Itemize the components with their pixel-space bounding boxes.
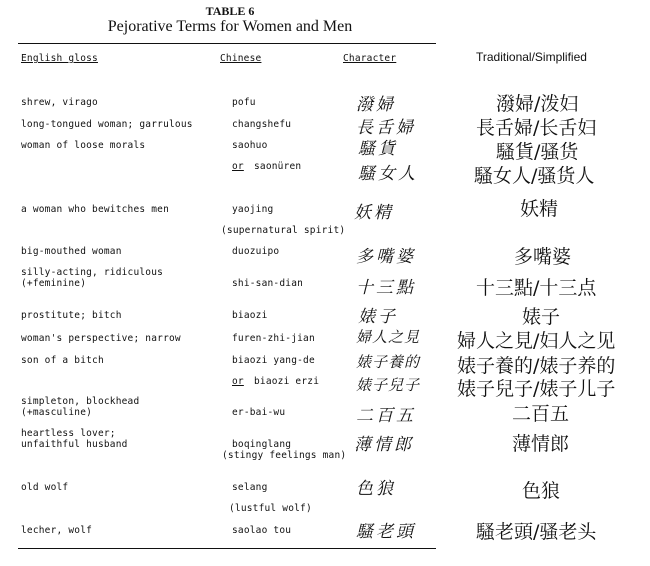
- traditional-simplified-cell: 騷女人/骚货人: [474, 165, 595, 187]
- or-connector: or: [232, 376, 244, 387]
- gloss-cell-line2: (+masculine): [21, 407, 93, 418]
- gloss-cell: woman of loose morals: [21, 140, 146, 151]
- traditional-simplified-cell: 薄情郎: [512, 433, 570, 455]
- character-cell: 婦人之見: [356, 328, 421, 346]
- character-cell: 騷貨: [358, 139, 398, 159]
- traditional-simplified-cell: 十三點/十三点: [476, 277, 597, 299]
- chinese-cell: biaozi yang-de: [232, 355, 315, 366]
- header-english-gloss: English gloss: [21, 53, 98, 64]
- traditional-simplified-cell: 二百五: [512, 403, 570, 425]
- literal-note: (stingy feelings man): [222, 450, 347, 461]
- chinese-cell: saonüren: [254, 161, 302, 172]
- chinese-cell: saolao tou: [232, 525, 292, 536]
- traditional-simplified-cell: 騷老頭/骚老头: [476, 521, 597, 543]
- table-title: Pejorative Terms for Women and Men: [107, 18, 353, 35]
- chinese-cell: shi-san-dian: [232, 278, 304, 289]
- character-cell: 十三點: [356, 278, 416, 298]
- chinese-cell: biaozi: [232, 310, 268, 321]
- literal-note: (lustful wolf): [229, 503, 312, 514]
- chinese-cell: biaozi erzi: [254, 376, 320, 387]
- gloss-cell: lecher, wolf: [21, 525, 93, 536]
- character-cell: 騷老頭: [356, 522, 416, 542]
- header-traditional-simplified: Traditional/Simplified: [476, 50, 587, 64]
- character-cell: 色狼: [356, 479, 396, 499]
- gloss-cell: son of a bitch: [21, 355, 104, 366]
- gloss-cell: old wolf: [21, 482, 69, 493]
- chinese-cell: selang: [232, 482, 268, 493]
- character-cell: 長舌婦: [356, 118, 416, 138]
- character-cell: 騷女人: [358, 164, 418, 184]
- character-cell: 薄情郎: [354, 435, 414, 455]
- character-cell: 婊子養的: [356, 353, 421, 371]
- gloss-cell: heartless lover;: [21, 428, 116, 439]
- traditional-simplified-cell: 婊子養的/婊子养的: [457, 355, 616, 377]
- traditional-simplified-cell: 長舌婦/长舌妇: [476, 117, 597, 139]
- traditional-simplified-cell: 多嘴婆: [514, 246, 572, 268]
- top-rule: [18, 43, 436, 44]
- gloss-cell: long-tongued woman; garrulous: [21, 119, 193, 130]
- chinese-cell: duozuipo: [232, 246, 280, 257]
- gloss-cell: woman's perspective; narrow: [21, 333, 181, 344]
- chinese-cell: yaojing: [232, 204, 274, 215]
- gloss-cell-line2: (+feminine): [21, 278, 87, 289]
- gloss-cell: a woman who bewitches men: [21, 204, 169, 215]
- header-character: Character: [343, 53, 397, 64]
- traditional-simplified-cell: 婊子: [522, 306, 561, 328]
- character-cell: 婊子兒子: [356, 376, 421, 394]
- chinese-cell: boqinglang: [232, 439, 292, 450]
- chinese-cell: saohuo: [232, 140, 268, 151]
- header-chinese: Chinese: [220, 53, 262, 64]
- or-connector: or: [232, 161, 244, 172]
- literal-note: (supernatural spirit): [221, 225, 346, 236]
- chinese-cell: er-bai-wu: [232, 407, 286, 418]
- gloss-cell: simpleton, blockhead: [21, 396, 140, 407]
- gloss-cell: big-mouthed woman: [21, 246, 122, 257]
- chinese-cell: furen-zhi-jian: [232, 333, 315, 344]
- character-cell: 潑婦: [356, 95, 396, 115]
- chinese-cell: changshefu: [232, 119, 292, 130]
- traditional-simplified-cell: 婊子兒子/婊子儿子: [457, 378, 616, 400]
- traditional-simplified-cell: 潑婦/泼妇: [496, 93, 579, 115]
- traditional-simplified-cell: 妖精: [520, 198, 559, 220]
- character-cell: 妖精: [354, 203, 394, 223]
- gloss-cell: prostitute; bitch: [21, 310, 122, 321]
- character-cell: 婊子: [358, 307, 398, 327]
- gloss-cell: shrew, virago: [21, 97, 98, 108]
- traditional-simplified-cell: 婦人之見/妇人之见: [457, 330, 616, 352]
- traditional-simplified-cell: 色狼: [522, 480, 561, 502]
- bottom-rule: [18, 548, 436, 549]
- traditional-simplified-cell: 騷貨/骚货: [496, 141, 579, 163]
- gloss-cell-line2: unfaithful husband: [21, 439, 128, 450]
- gloss-cell: silly-acting, ridiculous: [21, 267, 164, 278]
- table-label: TABLE 6: [205, 4, 255, 18]
- character-cell: 二百五: [356, 406, 416, 426]
- character-cell: 多嘴婆: [356, 247, 416, 267]
- chinese-cell: pofu: [232, 97, 256, 108]
